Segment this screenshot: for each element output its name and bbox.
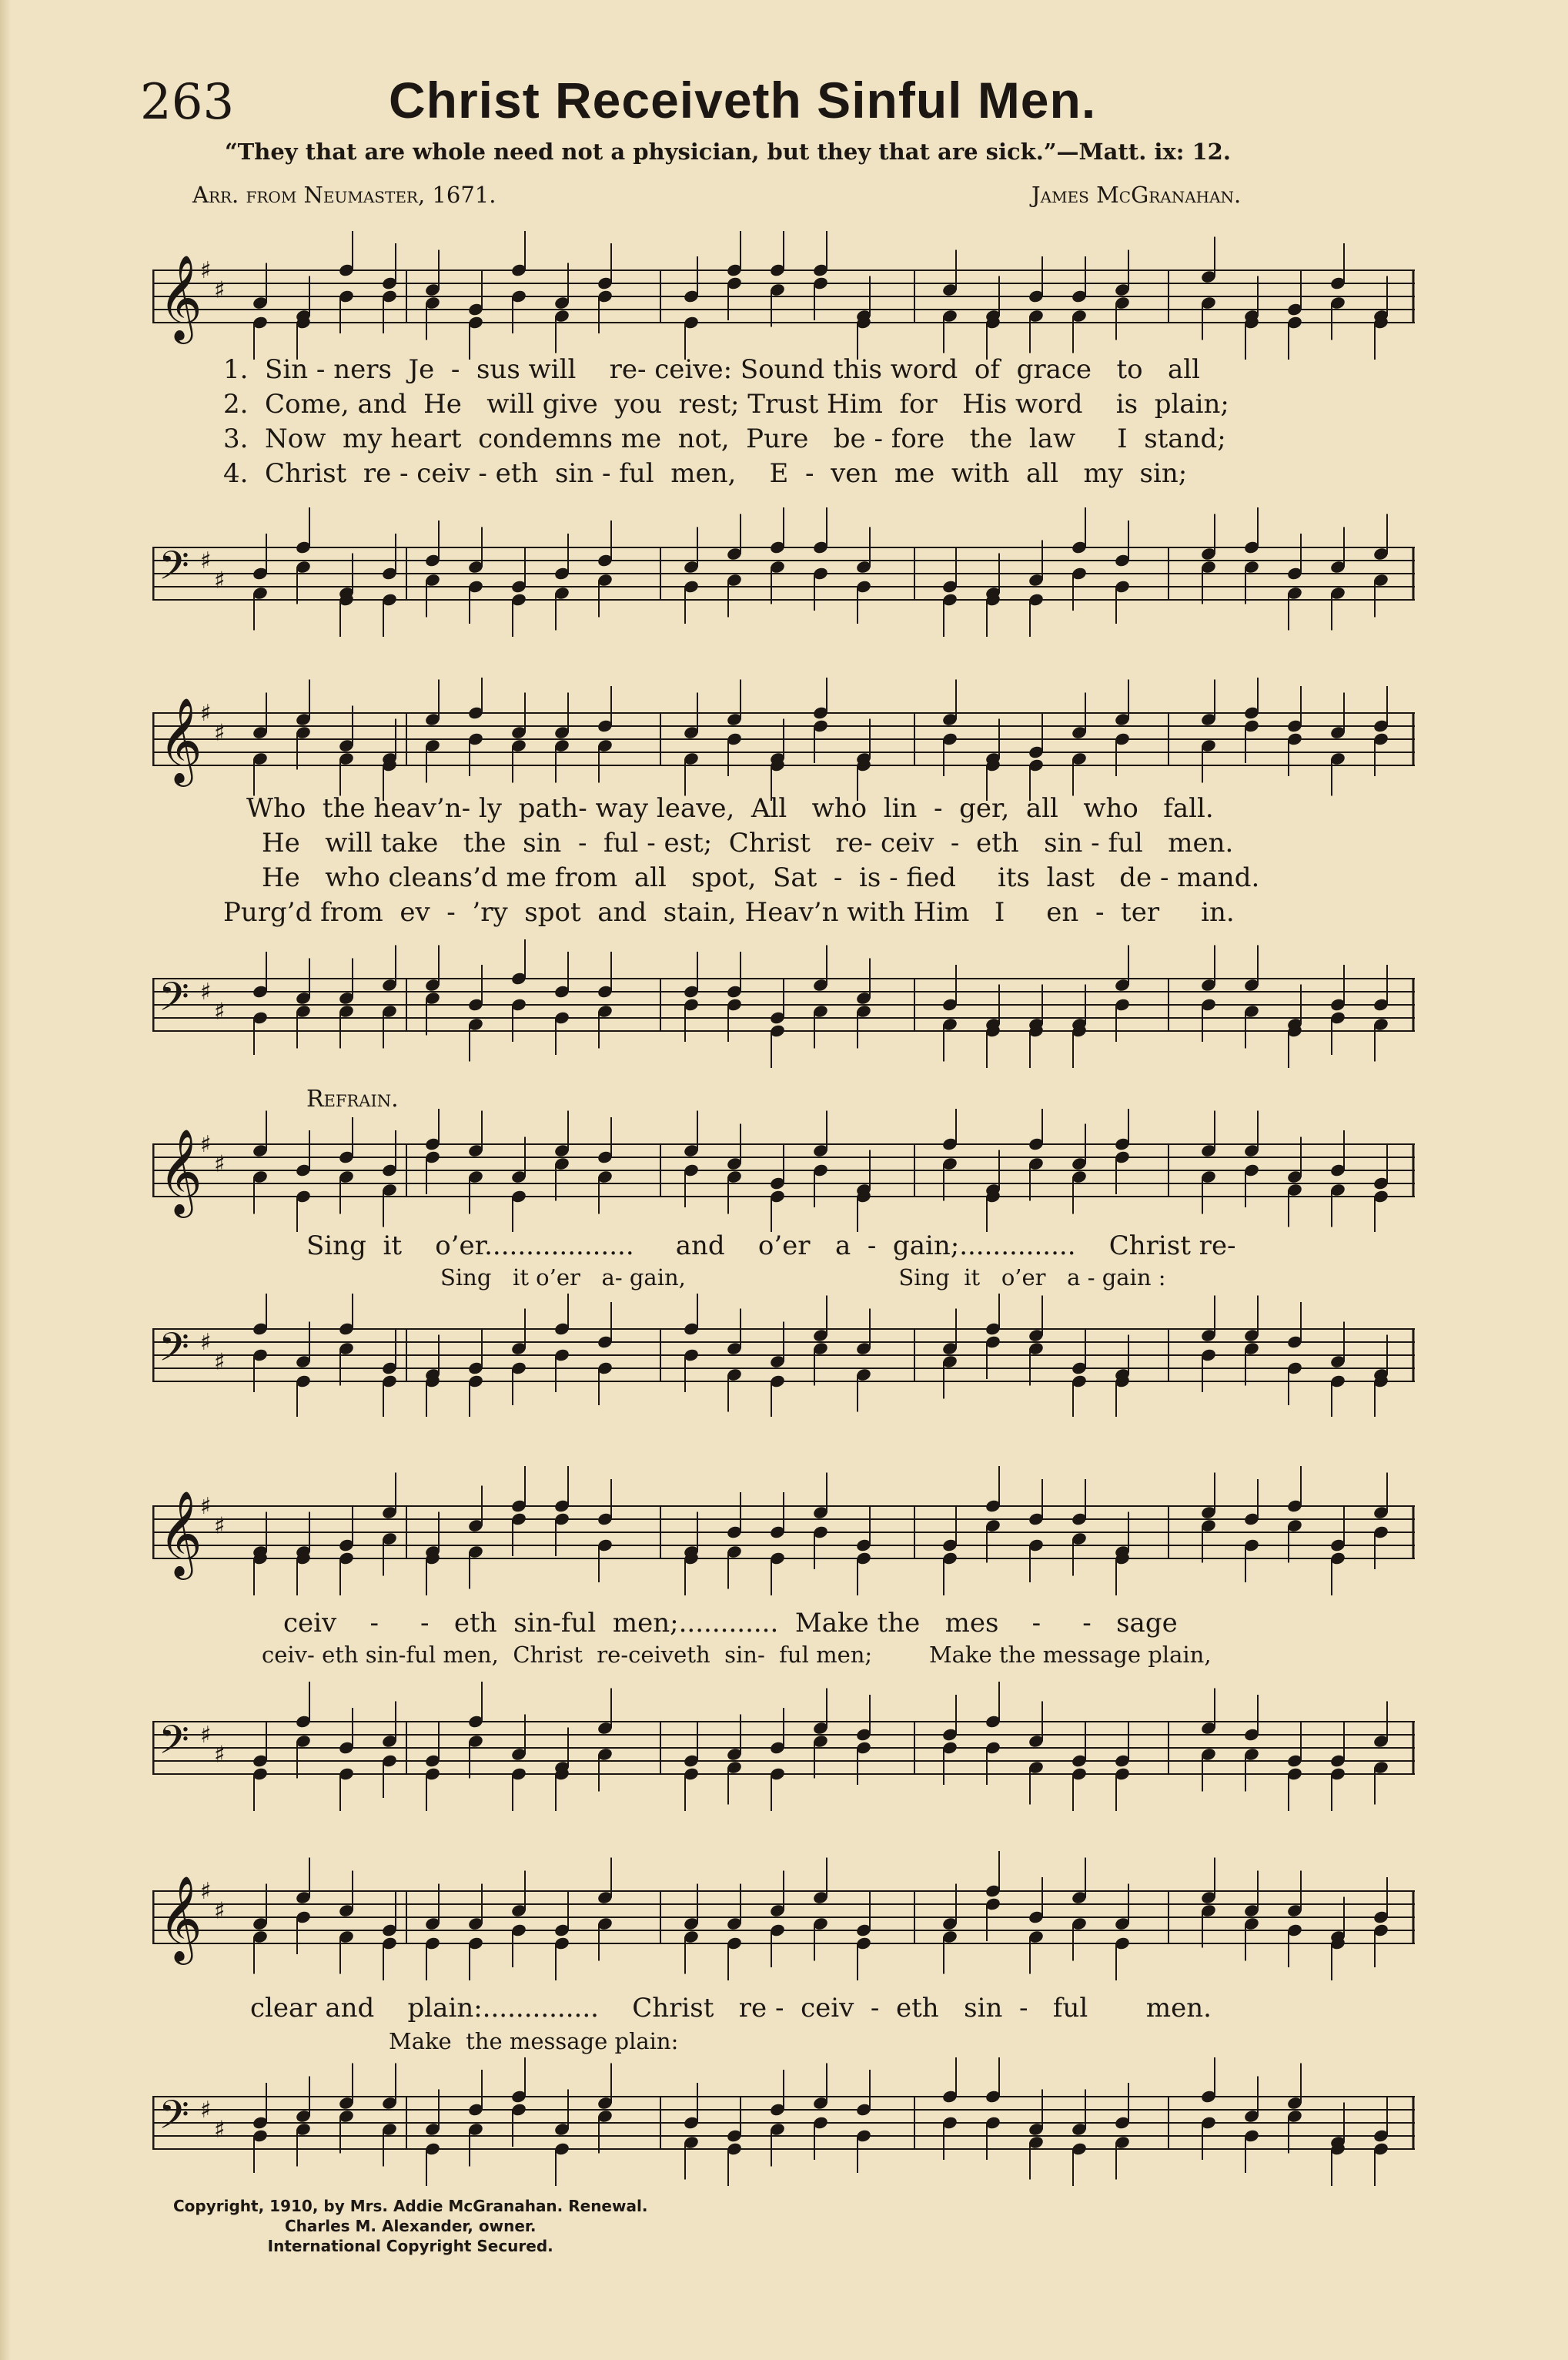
refrain-bass-2 (152, 1671, 1415, 1825)
arranger-credit: Arr. from Neumaster, 1671. (192, 182, 496, 208)
refrain-label: Refrain. (306, 1086, 399, 1113)
refrain-bass-1 (152, 1294, 1415, 1417)
svg-text:𝄞: 𝄞 (159, 697, 202, 783)
svg-text:𝄞: 𝄞 (159, 1875, 202, 1961)
refrain-treble-1 (152, 1109, 1415, 1232)
verse-2-line-b: He will take the sin - ful - est; Christ re- ceiv - eth sin - ful men. (262, 828, 1234, 859)
svg-text:♯: ♯ (200, 1329, 212, 1356)
hymn-title: Christ Receiveth Sinful Men. (389, 72, 1097, 129)
refrain-system-2-bass (152, 1671, 1415, 1825)
music-system-1 (152, 231, 1415, 362)
verse-4-line-a: 4. Christ re - ceiv - eth sin - ful men, E - ven me with all my sin; (223, 458, 1188, 489)
verse-3-line-a: 3. Now my heart condemns me not, Pure be - fore the law I stand; (223, 423, 1226, 454)
refrain-system-3-bass (152, 2057, 1415, 2188)
refrain-line-3: clear and plain:.............. Christ re - ceiv - eth sin - ful men. (250, 1993, 1212, 2024)
refrain-treble-3 (152, 1848, 1415, 1987)
svg-text:𝄢: 𝄢 (159, 2091, 189, 2147)
svg-text:♯: ♯ (200, 2097, 212, 2124)
verse-1-line-a: 1. Sin - ners Je - sus will re- ceive: Sound this word of grace to all (223, 354, 1201, 385)
svg-text:♯: ♯ (200, 1722, 212, 1749)
svg-text:♯: ♯ (200, 547, 212, 574)
refrain-system-1 (152, 1109, 1415, 1232)
refrain-echo-3: Make the message plain: (389, 2028, 679, 2054)
copyright-notice (173, 2196, 647, 2256)
svg-text:♯: ♯ (214, 998, 226, 1026)
svg-text:𝄢: 𝄢 (159, 1716, 189, 1773)
composer-credit: James McGranahan. (1031, 182, 1242, 208)
music-system-2 (152, 678, 1415, 801)
refrain-echo-2: ceiv- eth sin-ful men, Christ re-ceiveth sin- ful men; Make the message plain, (262, 1642, 1212, 1668)
page-edge (0, 0, 11, 2360)
music-system-1-bass (152, 500, 1415, 647)
svg-text:♯: ♯ (214, 276, 226, 304)
svg-text:♯: ♯ (214, 1512, 226, 1540)
svg-text:♯: ♯ (214, 1348, 226, 1376)
verse-1-line-b: Who the heav’n- ly path- way leave, All who lin - ger, all who fall. (246, 793, 1214, 824)
svg-text:𝄢: 𝄢 (159, 1324, 189, 1380)
refrain-line-1: Sing it o’er.................. and o’er a - gain;.............. Christ re- (306, 1230, 1236, 1261)
svg-text:𝄢: 𝄢 (159, 542, 189, 598)
copyright-line-1: Copyright, 1910, by Mrs. Addie McGranahan. Renewal. (173, 2197, 648, 2215)
treble-staff-2 (152, 678, 1415, 801)
verse-2-line-a: 2. Come, and He will give you rest; Trust Him for His word is plain; (223, 389, 1229, 420)
copyright-line-3: International Copyright Secured. (267, 2237, 553, 2255)
svg-text:♯: ♯ (214, 567, 226, 594)
svg-text:♯: ♯ (214, 1150, 226, 1178)
music-system-2-bass (152, 939, 1415, 1070)
svg-text:♯: ♯ (214, 719, 226, 747)
refrain-echo-1: Sing it o’er a- gain, Sing it o’er a - gain : (440, 1264, 1166, 1290)
treble-staff-1 (152, 231, 1415, 362)
bass-staff-2 (152, 939, 1415, 1070)
refrain-line-2: ceiv - - eth sin-ful men;............ Make the mes - - sage (283, 1608, 1178, 1639)
svg-text:♯: ♯ (214, 1897, 226, 1925)
refrain-system-1-bass (152, 1294, 1415, 1417)
refrain-system-3 (152, 1848, 1415, 1987)
refrain-system-2 (152, 1463, 1415, 1602)
bass-staff-1 (152, 500, 1415, 647)
copyright-line-2: Charles M. Alexander, owner. (284, 2217, 537, 2235)
verse-3-line-b: He who cleans’d me from all spot, Sat - is - fied its last de - mand. (262, 862, 1260, 893)
svg-text:♯: ♯ (200, 1878, 212, 1905)
svg-text:𝄢: 𝄢 (159, 973, 189, 1029)
svg-text:♯: ♯ (200, 1493, 212, 1520)
refrain-treble-2 (152, 1463, 1415, 1602)
verse-4-line-b: Purg’d from ev - ’ry spot and stain, Heav’n with Him I en - ter in. (223, 897, 1235, 928)
hymn-number: 263 (140, 74, 235, 131)
scripture-epigraph: “They that are whole need not a physician, but they that are sick.”—Matt. ix: 12. (225, 139, 1231, 165)
svg-text:♯: ♯ (200, 1131, 212, 1158)
svg-text:♯: ♯ (214, 1741, 226, 1769)
svg-text:♯: ♯ (200, 257, 212, 284)
svg-text:♯: ♯ (200, 979, 212, 1006)
svg-text:𝄞: 𝄞 (159, 1490, 202, 1576)
svg-text:𝄞: 𝄞 (159, 1128, 202, 1214)
svg-text:♯: ♯ (214, 2116, 226, 2144)
svg-text:𝄞: 𝄞 (159, 254, 202, 340)
svg-text:♯: ♯ (200, 700, 212, 727)
refrain-bass-3 (152, 2057, 1415, 2188)
